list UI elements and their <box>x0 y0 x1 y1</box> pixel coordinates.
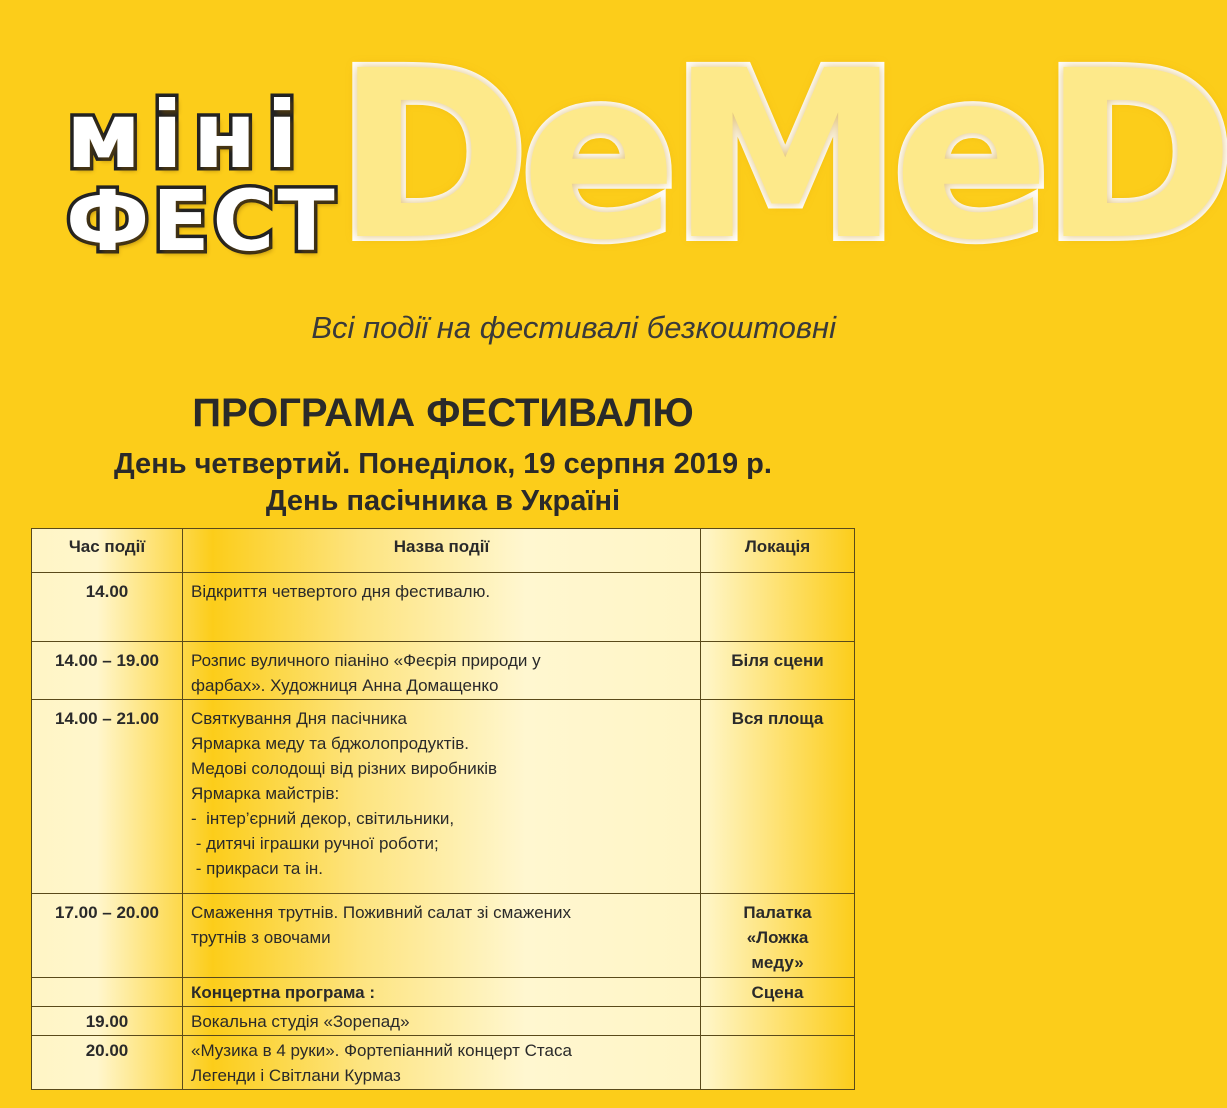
event-name-line: Розпис вуличного піаніно «Феєрія природи у <box>191 651 541 670</box>
header-location: Локація <box>701 529 855 573</box>
event-name-line: Смаження трутнів. Поживний салат зі смажених <box>191 903 572 922</box>
event-name-line: Концертна програма : <box>191 983 376 1002</box>
event-location <box>701 894 855 978</box>
event-location <box>701 1007 855 1036</box>
event-location-line: Сцена <box>751 983 804 1002</box>
table-row <box>32 642 855 700</box>
program-title: ПРОГРАМА ФЕСТИВАЛЮ <box>192 391 694 435</box>
header-event-name: Назва події <box>183 529 701 573</box>
event-name <box>183 894 701 978</box>
day-subtitle: День четвертий. Понеділок, 19 серпня 2019 р. <box>114 448 772 480</box>
table-row <box>32 1007 855 1036</box>
event-name <box>183 573 701 642</box>
event-name <box>183 700 701 894</box>
event-name <box>183 1036 701 1090</box>
table-row <box>32 700 855 894</box>
logo-fest-text: ФЕСТ <box>66 172 338 270</box>
event-name-line: Медові солодощі від різних виробників <box>191 759 498 778</box>
event-location <box>701 1036 855 1090</box>
event-name-line: Легенди і Світлани Курмаз <box>191 1066 401 1085</box>
event-name-line: «Музика в 4 руки». Фортепіанний концерт Стаса <box>191 1041 572 1060</box>
event-time: 14.00 <box>32 573 183 642</box>
holiday-subtitle: День пасічника в Україні <box>265 485 621 517</box>
event-time: 19.00 <box>32 1007 183 1036</box>
event-name-line: Ярмарка меду та бджолопродуктів. <box>191 734 470 753</box>
event-name-line: - дитячі іграшки ручної роботи; <box>191 834 439 853</box>
event-location-line: Палатка <box>743 903 812 922</box>
event-location <box>701 978 855 1007</box>
logo-demed-text: DeMeD <box>336 21 1227 291</box>
event-name-line: Ярмарка майстрів: <box>191 784 340 803</box>
event-name <box>183 642 701 700</box>
event-location <box>701 642 855 700</box>
event-name-line: трутнів з овочами <box>191 928 331 947</box>
table-header-row <box>32 529 855 573</box>
event-name-line: Вокальна студія «Зорепад» <box>191 1012 410 1031</box>
tagline: Всі події на фестивалі безкоштовні <box>311 310 836 345</box>
header-time: Час події <box>32 529 183 573</box>
event-name-line: - прикраси та ін. <box>191 859 323 878</box>
event-name-line: Святкування Дня пасічника <box>191 709 408 728</box>
event-location-line: меду» <box>751 953 804 972</box>
event-location-line: Вся площа <box>731 709 824 728</box>
table-row <box>32 1036 855 1090</box>
table-row <box>32 894 855 978</box>
event-location <box>701 573 855 642</box>
event-name-line: - інтер’єрний декор, світильники, <box>191 809 455 828</box>
table-row <box>32 573 855 642</box>
event-name <box>183 978 701 1007</box>
logo-mini-text: міні <box>66 82 308 189</box>
schedule-table <box>31 528 855 1090</box>
event-time: 14.00 – 19.00 <box>32 642 183 700</box>
event-time <box>32 978 183 1007</box>
event-time: 20.00 <box>32 1036 183 1090</box>
table-row <box>32 978 855 1007</box>
event-location-line: «Ложка <box>746 928 809 947</box>
event-name-line: Відкриття четвертого дня фестивалю. <box>191 582 491 601</box>
event-location <box>701 700 855 894</box>
event-name <box>183 1007 701 1036</box>
event-time: 14.00 – 21.00 <box>32 700 183 894</box>
event-name-line: фарбах». Художниця Анна Домащенко <box>191 676 499 695</box>
event-time: 17.00 – 20.00 <box>32 894 183 978</box>
event-location-line: Біля сцени <box>731 651 824 670</box>
